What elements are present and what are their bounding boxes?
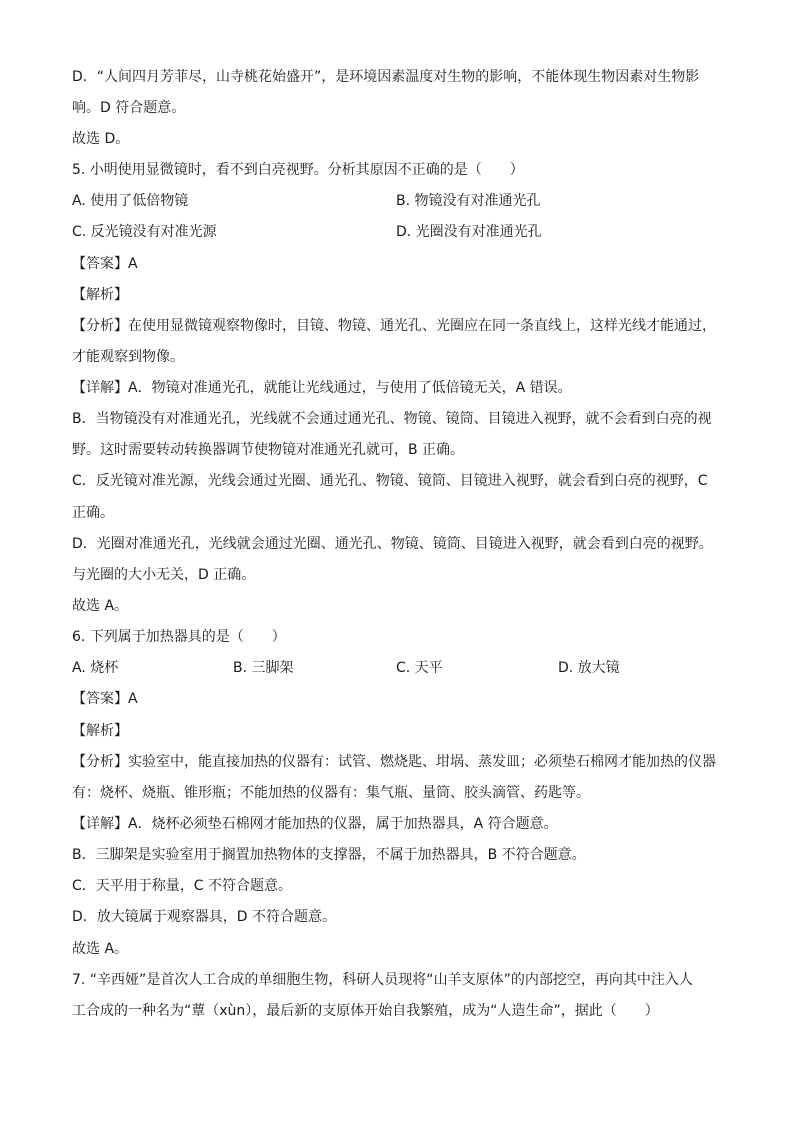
text-line: D．放大镜属于观察器具，D 不符合题意。 <box>72 909 337 925</box>
text-line: 正确。 <box>72 505 114 521</box>
text-line: 故选 A。 <box>72 941 129 957</box>
analysis-label: 【解析】 <box>72 723 128 739</box>
text-line: C．反光镜对准光源，光线会通过光圈、通光孔、物镜、镜筒、目镜进入视野，就会看到白亮的视野，C <box>72 473 708 489</box>
q5-option-c: C. 反光镜没有对准光源 <box>72 224 217 240</box>
q5-option-d: D. 光圈没有对准通光孔 <box>396 224 542 240</box>
question-7-stem: 7. “辛西娅”是首次人工合成的单细胞生物，科研人员现将“山羊支原体”的内部挖空，再向其中注入人 <box>72 972 693 988</box>
text-line: 有：烧杯、烧瓶、锥形瓶；不能加热的仪器有：集气瓶、量筒、胶头滴管、药匙等。 <box>72 785 590 801</box>
q6-option-d: D. 放大镜 <box>558 660 620 676</box>
text-line: B．当物镜没有对准通光孔，光线就不会通过通光孔、物镜、镜筒、目镜进入视野，就不会看到白亮的视 <box>72 411 712 427</box>
text-line: D．光圈对准通光孔，光线就会通过光圈、通光孔、物镜、镜筒、目镜进入视野，就会看到白亮的视野。 <box>72 536 713 552</box>
text-line: 故选 D。 <box>72 131 130 147</box>
text-line: 【分析】在使用显微镜观察物像时，目镜、物镜、通光孔、光圈应在同一条直线上，这样光线才能通过， <box>72 318 716 334</box>
text-line: 【分析】实验室中，能直接加热的仪器有：试管、燃烧匙、坩埚、蒸发皿；必须垫石棉网才能加热的仪器 <box>72 754 716 770</box>
text-line: 响。D 符合题意。 <box>72 100 186 116</box>
q6-option-c: C. 天平 <box>396 660 443 676</box>
text-line: 【详解】A．物镜对准通光孔，就能让光线通过，与使用了低倍镜无关，A 错误。 <box>72 380 572 396</box>
q5-option-a: A. 使用了低倍物镜 <box>72 193 189 209</box>
answer-label: 【答案】A <box>72 691 138 707</box>
text-line: 野。这时需要转动转换器调节使物镜对准通光孔就可，B 正确。 <box>72 442 465 458</box>
answer-label: 【答案】A <box>72 256 138 272</box>
text-line: B．三脚架是实验室用于搁置加热物体的支撑器，不属于加热器具，B 不符合题意。 <box>72 847 586 863</box>
text-line: 与光圈的大小无关，D 正确。 <box>72 567 256 583</box>
q6-option-b: B. 三脚架 <box>233 660 294 676</box>
text-line: 故选 A。 <box>72 598 129 614</box>
text-line: C．天平用于称量，C 不符合题意。 <box>72 878 293 894</box>
text-line: D．“人间四月芳菲尽，山寺桃花始盛开”，是环境因素温度对生物的影响，不能体现生物因素对生物影 <box>72 69 700 85</box>
text-line: 【详解】A．烧杯必须垫石棉网才能加热的仪器，属于加热器具，A 符合题意。 <box>72 816 558 832</box>
question-5-stem: 5. 小明使用显微镜时，看不到白亮视野。分析其原因不正确的是（ ） <box>72 162 524 178</box>
question-6-stem: 6. 下列属于加热器具的是（ ） <box>72 629 286 645</box>
text-line: 工合成的一种名为“蕈（xùn），最后新的支原体开始自我繁殖，成为“人造生命”，据此（ ） <box>72 1003 659 1019</box>
text-line: 才能观察到物像。 <box>72 349 184 365</box>
q5-option-b: B. 物镜没有对准通光孔 <box>396 193 541 209</box>
analysis-label: 【解析】 <box>72 287 128 303</box>
q6-option-a: A. 烧杯 <box>72 660 119 676</box>
